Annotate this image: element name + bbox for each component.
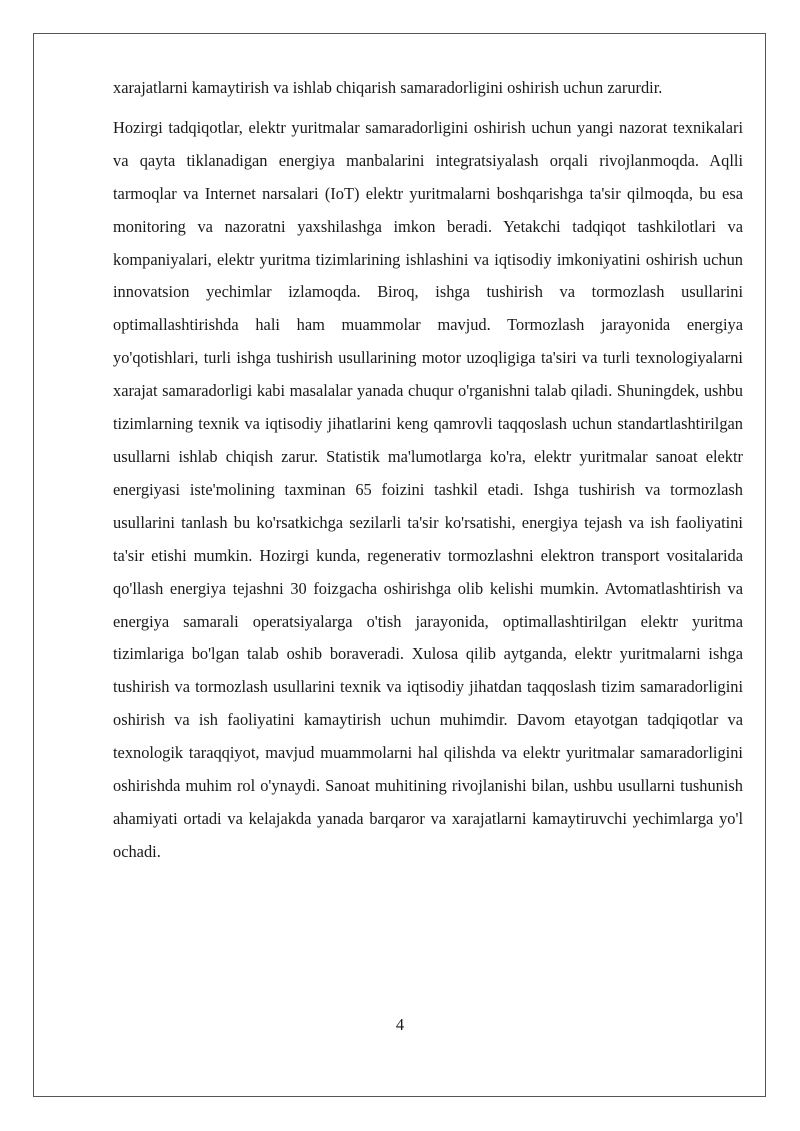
document-body: [113, 72, 743, 869]
paragraph-continuation: xarajatlarni kamaytirish va ishlab chiqarish samaradorligini oshirish uchun zarurdir.: [113, 78, 663, 97]
page-number: 4: [395, 1015, 405, 1034]
paragraph-main: Hozirgi tadqiqotlar, elektr yuritmalar samaradorligini oshirish uchun yangi nazorat texnikalari va qayta tiklanadigan energiya manbalarini integratsiyalash orqali rivojlanmoqda. Aqlli tarmoqlar va Internet narsalari (IoT) elektr yuritmalarni boshqarishga ta'sir qilmoqda, bu esa monitoring va nazoratni yaxshilashga imkon beradi. Yetakchi tadqiqot tashkilotlari va kompaniyalari, elektr yuritma tizimlarining ishlashini va iqtisodiy imkoniyatini oshirish uchun innovatsion yechimlar izlamoqda. Biroq, ishga tushirish va tormozlash usullarini optimallashtirishda hali ham muammolar mavjud. Tormozlash jarayonida energiya yo'qotishlari, turli ishga tushirish usullarining motor uzoqligiga ta'siri va turli texnologiyalarni xarajat samaradorligi kabi masalalar yanada chuqur o'rganishni talab qiladi. Shuningdek, ushbu tizimlarning texnik va iqtisodiy jihatlarini keng qamrovli taqqoslash uchun standartlashtirilgan usullarni ishlab chiqish zarur. Statistik ma'lumotlarga ko'ra, elektr yuritmalar sanoat elektr energiyasi iste'molining taxminan 65 foizini tashkil etadi. Ishga tushirish va tormozlash usullarini tanlash bu ko'rsatkichga sezilarli ta'sir ko'rsatishi, energiya tejash va ish faoliyatini ta'sir etishi mumkin. Hozirgi kunda, regenerativ tormozlashni elektron transport vositalarida qo'llash energiya tejashni 30 foizgacha oshirishga olib kelishi mumkin. Avtomatlashtirish va energiya samarali operatsiyalarga o'tish jarayonida, optimallashtirilgan elektr yuritma tizimlariga bo'lgan talab oshib boraveradi. Xulosa qilib aytganda, elektr yuritmalarni ishga tushirish va tormozlash usullarini texnik va iqtisodiy jihatdan taqqoslash tizim samaradorligini oshirish va ish faoliyatini kamaytirish uchun muhimdir. Davom etayotgan tadqiqotlar va texnologik taraqqiyot, mavjud muammolarni hal qilishda va elektr yuritmalar samaradorligini oshirishda muhim rol o'ynaydi. Sanoat muhitining rivojlanishi bilan, ushbu usullarni tushunish ahamiyati ortadi va kelajakda yanada barqaror va xarajatlarni kamaytiruvchi yechimlarga yo'l ochadi.: [113, 117, 743, 861]
